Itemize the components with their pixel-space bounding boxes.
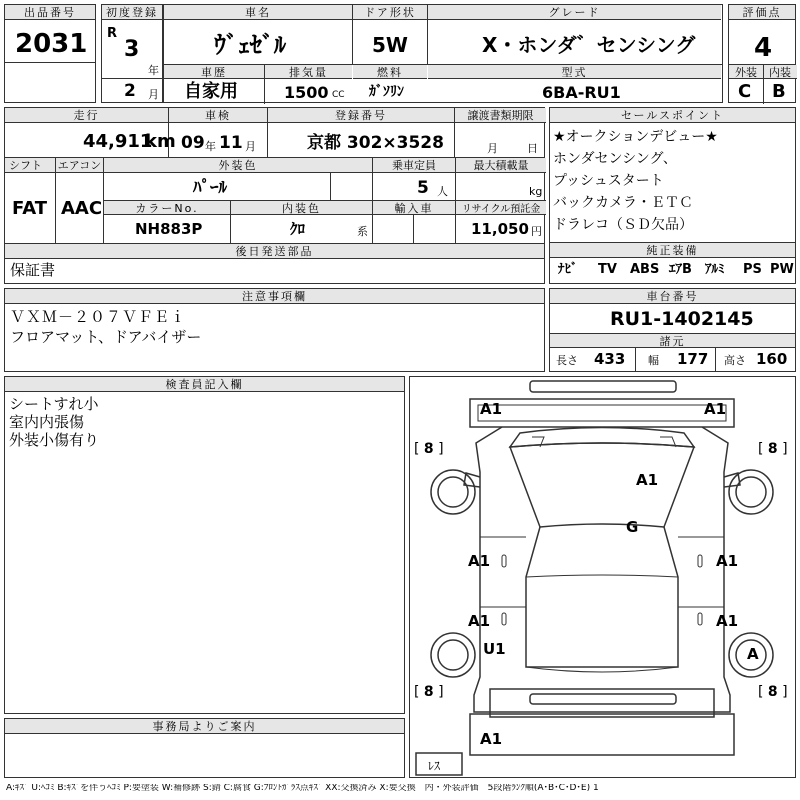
equipment-item: ｱﾙﾐ: [705, 262, 725, 277]
office-box: [4, 718, 405, 778]
inspection-header: 車検: [169, 108, 267, 123]
equipment-item: PW: [770, 262, 794, 277]
inspector-header: 検査員記入欄: [5, 377, 404, 392]
displacement-header: 排気量: [265, 65, 352, 79]
specs-header: 諸元: [550, 334, 795, 348]
rating-value: 4: [754, 33, 773, 63]
mark-roof: G: [626, 518, 639, 536]
notes-box: [4, 288, 545, 372]
ext-color-value: ﾊﾟｰﾙ: [193, 178, 227, 198]
displacement-unit: CC: [332, 90, 345, 100]
exterior-header: 外装: [729, 65, 763, 79]
inspector-line: 室内内張傷: [9, 413, 85, 431]
transfer-header: 譲渡書類期限: [455, 108, 546, 123]
legend-text: A:ｷｽﾞ U:ﾍｺﾐ B:ｷｽﾞを伴うﾍｺﾐ P:要塗装 W:補修跡 S:錆 C:腐食 G:ﾌﾛﾝﾄｶﾞﾗｽ点ｷｽﾞ XX:交換済み X:要交換 内・外装評価 5段階ﾗﾝｸ順(A･B･C･D･E) 1: [6, 784, 599, 793]
int-color-header: 内装色: [231, 201, 372, 215]
lot-box: [4, 4, 96, 103]
capacity-value: 5: [417, 178, 429, 198]
details-box: [4, 107, 545, 284]
fuel-value: ｶﾞｿﾘﾝ: [369, 84, 404, 100]
ac-header: エアコン: [57, 159, 102, 172]
equipment-item: TV: [598, 262, 617, 277]
inspector-box: [4, 376, 405, 714]
load-unit: kg: [529, 185, 543, 198]
ac-value: AAC: [61, 198, 103, 219]
model-value: 6BA-RU1: [542, 83, 621, 102]
inspection-month-unit: 月: [245, 140, 256, 153]
mark-rear-bumper: A1: [480, 730, 503, 748]
int-color-value: ｸﾛ: [290, 220, 306, 238]
inspector-line: 外装小傷有り: [9, 431, 100, 449]
equipment-item: PS: [743, 262, 762, 277]
width-value: 177: [677, 350, 709, 368]
color-no-header: カラーNo.: [104, 201, 230, 215]
inspection-month: 11: [219, 133, 243, 153]
ext-color-header: 外装色: [104, 158, 372, 173]
car-name: ｳﾞｪｾﾞﾙ: [214, 31, 286, 59]
vehicle-box: [163, 4, 723, 103]
interior-grade: B: [772, 81, 786, 102]
mark-hood: A1: [636, 471, 659, 489]
model-header: 型式: [428, 65, 721, 79]
chassis-header: 車台番号: [550, 289, 795, 304]
interior-header: 内装: [763, 65, 797, 79]
inspector-line: シートすれ小: [9, 395, 99, 413]
height-value: 160: [756, 350, 788, 368]
mark-left-front-door: A1: [468, 552, 491, 570]
tire-depth-rear-right: [ 8 ]: [758, 684, 788, 700]
tire-depth-front-right: [ 8 ]: [758, 441, 788, 457]
fuel-header: 燃料: [353, 65, 427, 79]
chassis-box: [549, 288, 796, 372]
length-label: 長さ: [556, 354, 578, 367]
sales-point-line: ホンダセンシング、: [553, 151, 677, 167]
later-parts-header: 後日発送部品: [5, 244, 544, 259]
car-diagram-box: [409, 376, 796, 778]
length-value: 433: [594, 350, 626, 368]
capacity-unit: 人: [437, 185, 448, 198]
grade-header: グレード: [428, 5, 721, 20]
shift-value: FAT: [12, 198, 48, 219]
office-header: 事務局よりご案内: [5, 719, 404, 734]
width-label: 幅: [648, 354, 659, 367]
plate-header: 登録番号: [268, 108, 454, 123]
history-value: 自家用: [184, 81, 238, 102]
tire-depth-front-left: [ 8 ]: [414, 441, 444, 457]
sales-points-header: セールスポイント: [550, 108, 795, 123]
transfer-month-unit: 月: [487, 142, 498, 155]
import-header: 輸入車: [373, 201, 455, 215]
sales-point-line: プッシュスタート: [553, 173, 664, 189]
mark-rear-box: ﾚｽ: [428, 759, 441, 773]
sales-point-line: ★オークションデビュー★: [553, 129, 718, 145]
month-unit: 月: [148, 88, 159, 101]
transfer-day-unit: 日: [527, 142, 538, 155]
shift-header: シフト: [5, 158, 55, 173]
color-no-value: NH883P: [135, 220, 203, 238]
later-parts-value: 保証書: [10, 261, 56, 279]
car-name-header: 車名: [164, 5, 352, 20]
mileage-unit: km: [145, 131, 176, 152]
mark-right-rear-door: A1: [716, 612, 739, 630]
sales-points-box: [549, 107, 796, 284]
height-label: 高さ: [724, 354, 746, 367]
grade-value: X・ホンダ゛センシング: [482, 33, 696, 57]
recycle-value: 11,050: [471, 220, 529, 238]
lot-number: 2031: [15, 29, 88, 59]
equipment-item: ﾅﾋﾞ: [558, 262, 578, 277]
plate-number: 京都 302×3528: [307, 133, 444, 153]
mark-front-right: A1: [704, 400, 727, 418]
equipment-item: ABS: [630, 262, 660, 277]
exterior-grade: C: [738, 81, 752, 102]
tire-depth-rear-left: [ 8 ]: [414, 684, 444, 700]
recycle-unit: 円: [531, 225, 542, 238]
load-header: 最大積載量: [456, 158, 546, 173]
history-header: 車歴: [164, 65, 264, 79]
sales-point-line: ドラレコ（ＳＤ欠品）: [553, 217, 693, 233]
first-registration-box: [101, 4, 163, 103]
notes-line: フロアマット、ドアバイザー: [10, 328, 202, 346]
car-diagram: [410, 377, 795, 777]
door-header: ドア形状: [353, 5, 427, 20]
int-color-unit: 系: [357, 225, 368, 238]
inspection-year-unit: 年: [205, 140, 216, 153]
mileage-header: 走行: [5, 108, 168, 123]
chassis-number: RU1-1402145: [610, 308, 754, 330]
door-value: 5W: [372, 33, 408, 57]
displacement-value: 1500: [284, 83, 329, 102]
mark-front-left: A1: [480, 400, 503, 418]
first-registration-header: 初度登録: [102, 5, 162, 20]
notes-header: 注意事項欄: [5, 289, 544, 304]
month-value: 2: [124, 81, 136, 101]
rating-header: 評価点: [729, 5, 795, 20]
lot-header: 出品番号: [5, 5, 95, 20]
mark-right-front-door: A1: [716, 552, 739, 570]
mark-left-rear-door: A1: [468, 612, 491, 630]
mark-right-rear-wheel: A: [747, 645, 759, 663]
recycle-header: リサイクル預託金: [456, 201, 546, 215]
mark-left-rear-quarter: U1: [483, 640, 506, 658]
era-prefix: R: [107, 26, 118, 41]
rating-box: [728, 4, 796, 103]
mileage-value: 44,911: [83, 131, 153, 152]
year-unit: 年: [148, 64, 159, 77]
notes-line: ＶＸＭ－２０７ＶＦＥｉ: [10, 308, 187, 326]
sales-point-line: バックカメラ・ＥＴＣ: [553, 195, 693, 211]
equipment-header: 純正装備: [550, 243, 795, 258]
year-value: 3: [124, 37, 140, 62]
inspection-year: 09: [181, 133, 205, 153]
capacity-header: 乗車定員: [373, 158, 455, 173]
equipment-item: ｴｱB: [669, 262, 692, 277]
